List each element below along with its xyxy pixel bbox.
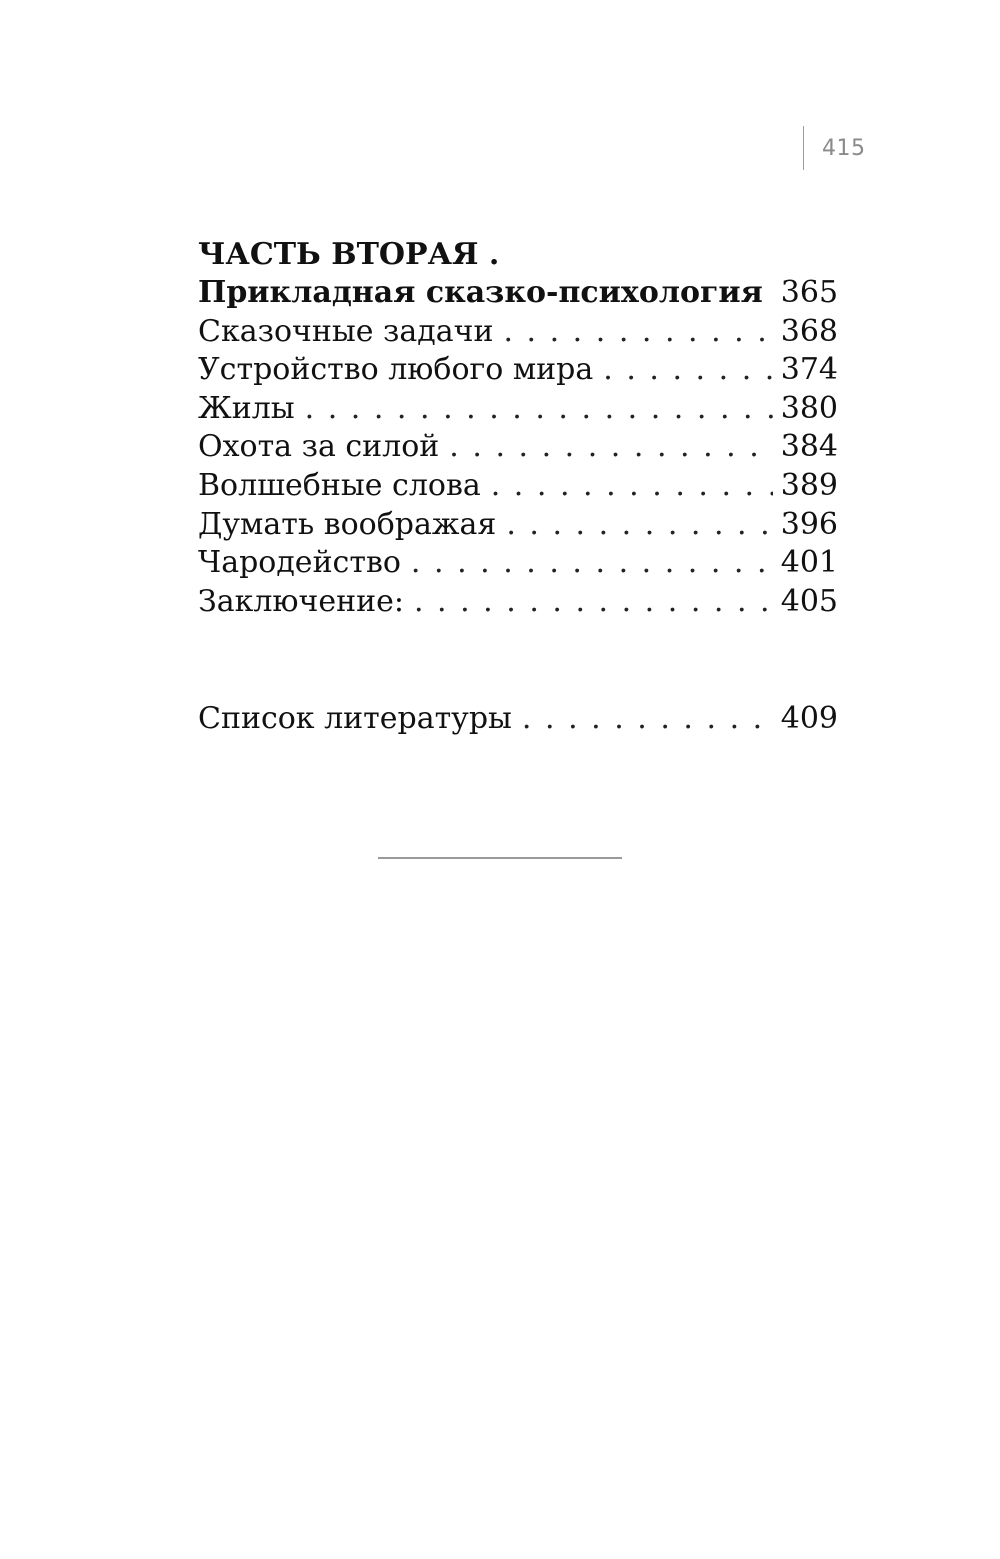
part-title: ЧАСТЬ ВТОРАЯ . (198, 237, 500, 272)
dot-leader (522, 700, 773, 739)
toc-entry-page: 374 (780, 352, 838, 388)
toc-entry (198, 274, 838, 313)
table-of-contents (198, 236, 838, 621)
dot-leader (506, 506, 772, 545)
bibliography-section (198, 700, 838, 739)
dot-leader (414, 583, 773, 622)
toc-entry-page: 396 (780, 506, 838, 542)
dot-leader (503, 313, 772, 352)
section-divider (378, 857, 622, 859)
toc-entry-page: 409 (780, 701, 838, 736)
dot-leader (449, 428, 772, 467)
dot-leader (411, 544, 773, 583)
toc-entry-label: Думать воображая (198, 506, 497, 542)
toc-entry-label: Волшебные слова (198, 467, 481, 503)
toc-entry-label: Список литературы (198, 701, 512, 736)
toc-entry-page: 380 (780, 390, 838, 426)
toc-entry (198, 467, 838, 506)
page-header (803, 126, 866, 170)
toc-entry-page: 365 (780, 275, 839, 310)
toc-entry-label: Жилы (198, 390, 295, 426)
toc-entry-page: 405 (780, 583, 838, 619)
toc-entry (198, 506, 838, 545)
toc-entry (198, 390, 838, 429)
toc-entry (198, 313, 838, 352)
page-number: 415 (822, 135, 866, 161)
toc-entry (198, 351, 838, 390)
toc-entry-label: Сказочные задачи (198, 313, 494, 349)
toc-entry-page: 384 (780, 429, 838, 465)
dot-leader (603, 351, 772, 390)
toc-entry-label: Чародейство (198, 545, 401, 581)
toc-entry (198, 428, 838, 467)
toc-entry-label: Прикладная сказко-психология (198, 275, 763, 310)
header-vertical-rule (803, 126, 804, 170)
toc-entry-page: 368 (780, 313, 838, 349)
dot-leader (491, 467, 773, 506)
toc-entry-label: Заключение: (198, 583, 404, 619)
toc-entry-label: Охота за силой (198, 429, 440, 465)
dot-leader (305, 390, 773, 429)
toc-entry-page: 401 (780, 545, 838, 581)
toc-entry-page: 389 (780, 467, 838, 503)
toc-entry (198, 583, 838, 622)
toc-entry-label: Устройство любого мира (198, 352, 594, 388)
toc-entry-bibliography (198, 700, 838, 739)
toc-entry (198, 544, 838, 583)
